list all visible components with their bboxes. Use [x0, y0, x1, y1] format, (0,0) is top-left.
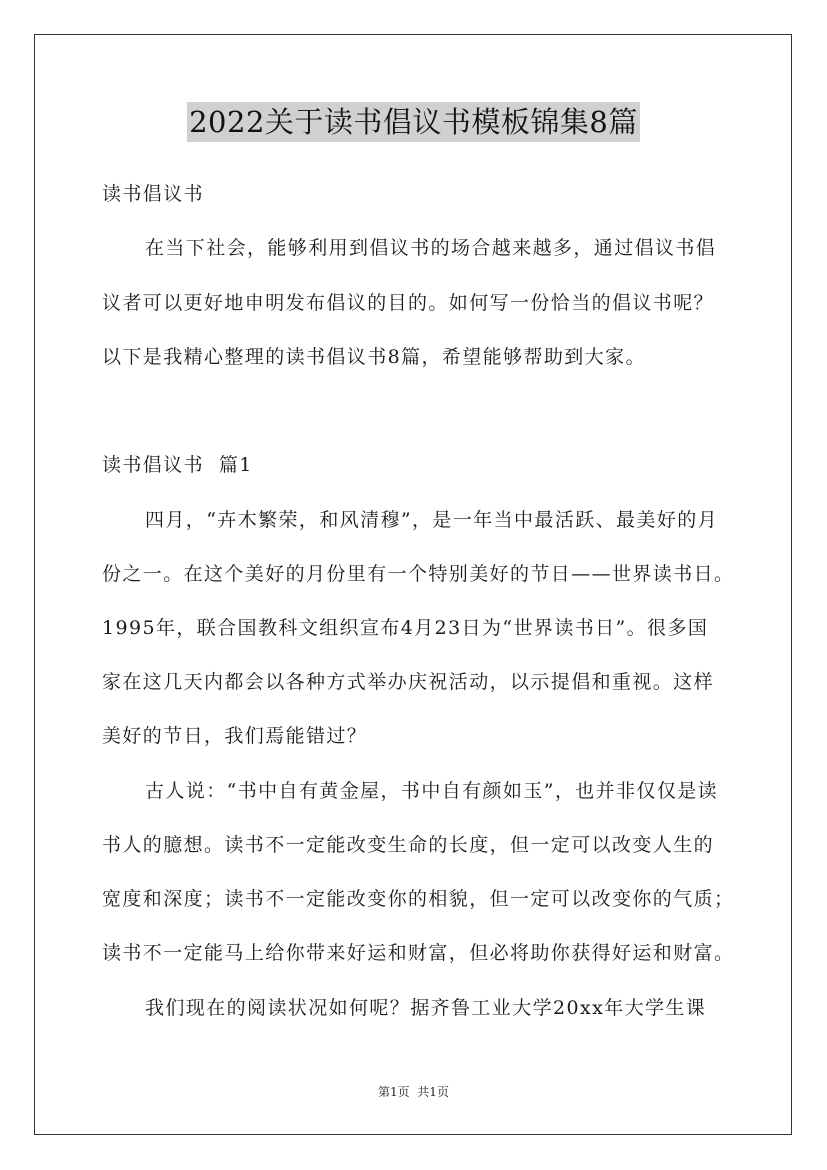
- body-line-1: 四月，“卉木繁荣，和风清穆”，是一年当中最活跃、最美好的月: [145, 509, 719, 531]
- body-line-10: 我们现在的阅读状况如何呢？据齐鲁工业大学20xx年大学生课: [145, 997, 707, 1019]
- body-line-8: 宽度和深度；读书不一定能改变你的相貌，但一定可以改变你的气质；: [102, 888, 735, 910]
- body-line-6: 古人说：“书中自有黄金屋，书中自有颜如玉”，也并非仅仅是读: [145, 780, 719, 802]
- page-footer: 第1页 共1页: [378, 1085, 449, 1099]
- intro-line-1: 在当下社会，能够利用到倡议书的场合越来越多，通过倡议书倡: [145, 237, 717, 259]
- title-container: [0, 102, 827, 142]
- body-line-4: 家在这几天内都会以各种方式举办庆祝活动，以示提倡和重视。这样: [102, 671, 715, 693]
- section-label: 读书倡议书: [102, 183, 205, 205]
- document-title: 2022关于读书倡议书模板锦集8篇: [187, 102, 640, 142]
- intro-line-3: 以下是我精心整理的读书倡议书8篇，希望能够帮助到大家。: [102, 346, 646, 368]
- body-line-5: 美好的节日，我们焉能错过？: [102, 725, 368, 747]
- body-line-3: 1995年，联合国教科文组织宣布4月23日为“世界读书日”。很多国: [102, 617, 709, 639]
- intro-line-2: 议者可以更好地申明发布倡议的目的。如何写一份恰当的倡议书呢？: [102, 292, 715, 314]
- body-line-9: 读书不一定能马上给你带来好运和财富，但必将助你获得好运和财富。: [102, 942, 735, 964]
- body-line-7: 书人的臆想。读书不一定能改变生命的长度，但一定可以改变人生的: [102, 834, 715, 856]
- article-heading: 读书倡议书 篇1: [102, 454, 253, 476]
- body-line-2: 份之一。在这个美好的月份里有一个特别美好的节日——世界读书日。: [102, 563, 735, 585]
